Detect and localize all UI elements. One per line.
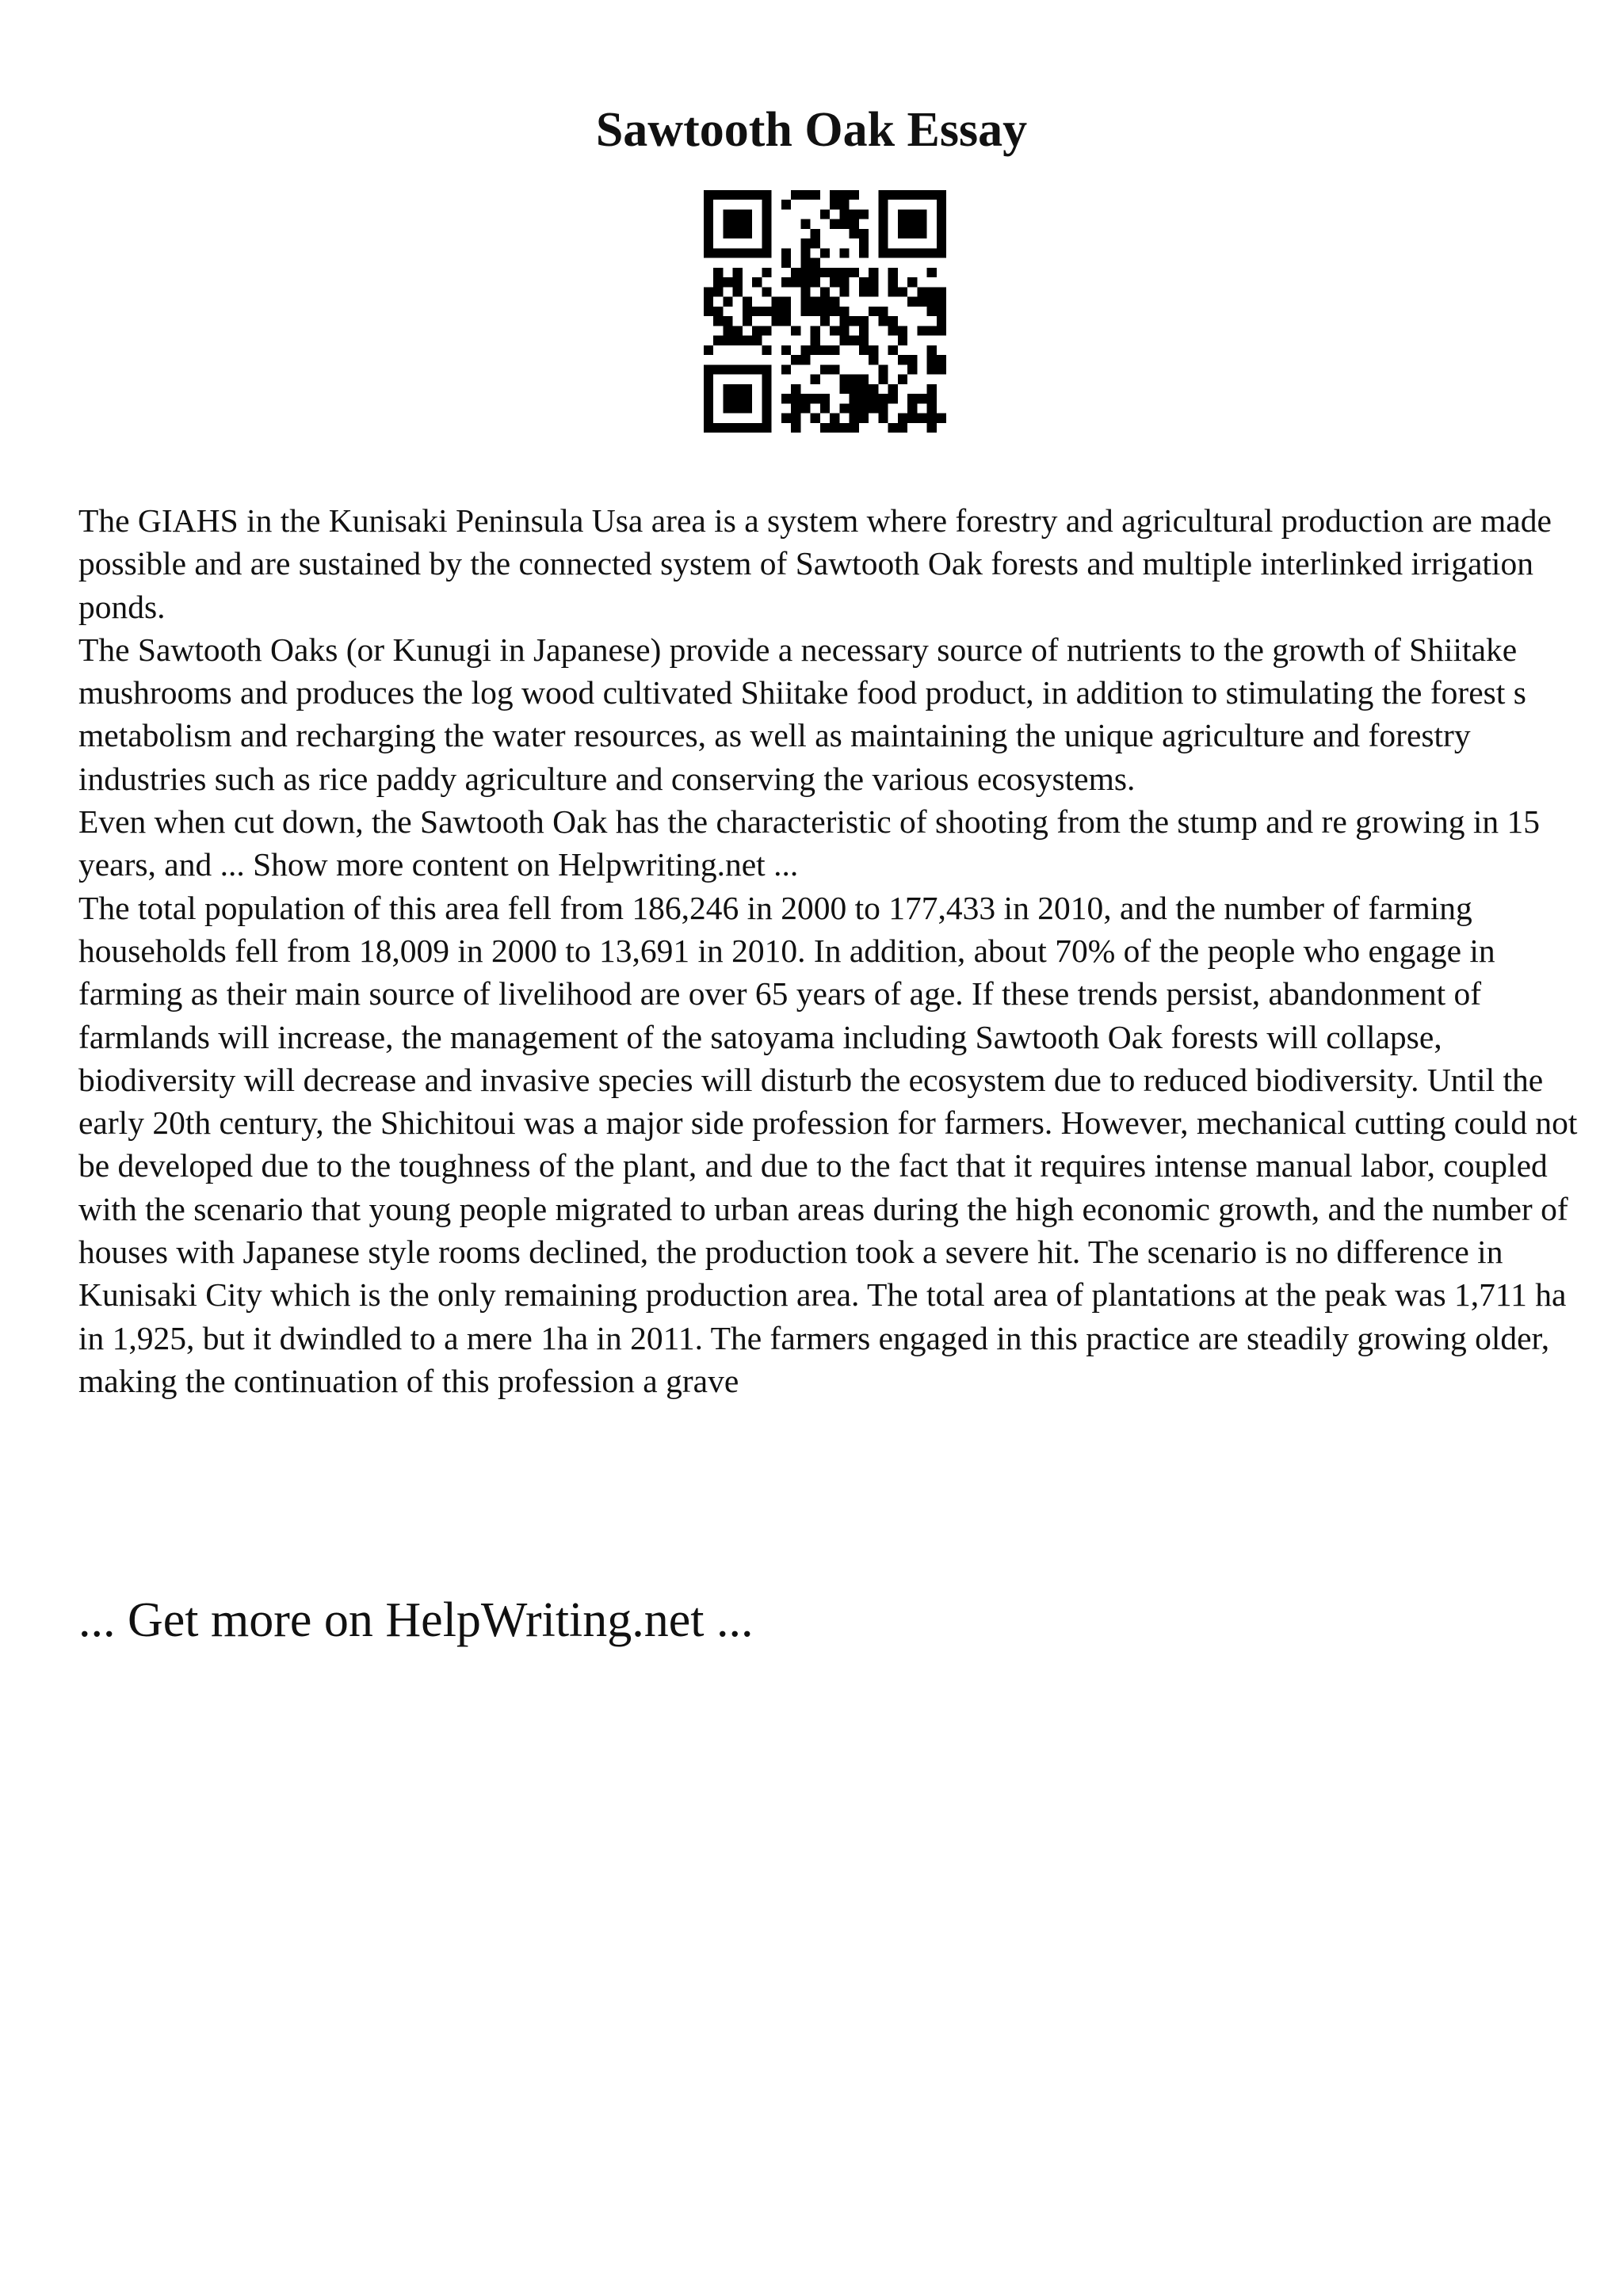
paragraph-2: The Sawtooth Oaks (or Kunugi in Japanese) provide a necessary source of nutrients to the growth of Shiitake mushrooms and produces the log wood cultivated Shiitake food product, in addition to stimulating the forest s metabolism and recharging the water resources, as well as maintaining the unique agriculture and forestry industries such as rice paddy agriculture and conserving the various ecosystems. [78,631,1526,797]
qr-code-graphic [704,190,946,433]
get-more-link[interactable]: ... Get more on HelpWriting.net ... [78,1593,754,1647]
document-title: Sawtooth Oak Essay [595,103,1028,157]
paragraph-4: The total population of this area fell from 186,246 in 2000 to 177,433 in 2010, and the number of farming households fell from 18,009 in 2000 to 13,691 in 2010. In addition, about 70% of the people who engage in farming as their main source of livelihood are over 65 years of age. If these trends persist, abandonment of farmlands will increase, the management of the satoyama including Sawtooth Oak forests will collapse, biodiversity will decrease and invasive species will disturb the ecosystem due to reduced biodiversity. Until the early 20th century, the Shichitoui was a major side profession for farmers. However, mechanical cutting could not be developed due to the toughness of the plant, and due to the fact that it requires intense manual labor, coupled with the scenario that young people migrated to urban areas during the high economic growth, and the number of houses with Japanese style rooms declined, the production took a severe hit. The scenario is no difference in Kunisaki City which is the only remaining production area. The total area of plantations at the peak was 1,711 ha in 1,925, but it dwindled to a mere 1ha in 2011. The farmers engaged in this practice are steadily growing older, making the continuation of this profession a grave [78,889,1578,1399]
paragraph-1: The GIAHS in the Kunisaki Peninsula Usa area is a system where forestry and agricultural production are made possible and are sustained by the connected system of Sawtooth Oak forests and multiple interlinked irrigation ponds. [78,502,1552,625]
paragraph-3: Even when cut down, the Sawtooth Oak has the characteristic of shooting from the stump and re growing in 15 years, and ... Show more content on Helpwriting.net ... [78,803,1541,883]
qr-code-icon [704,190,946,433]
essay-body [78,499,1584,1402]
